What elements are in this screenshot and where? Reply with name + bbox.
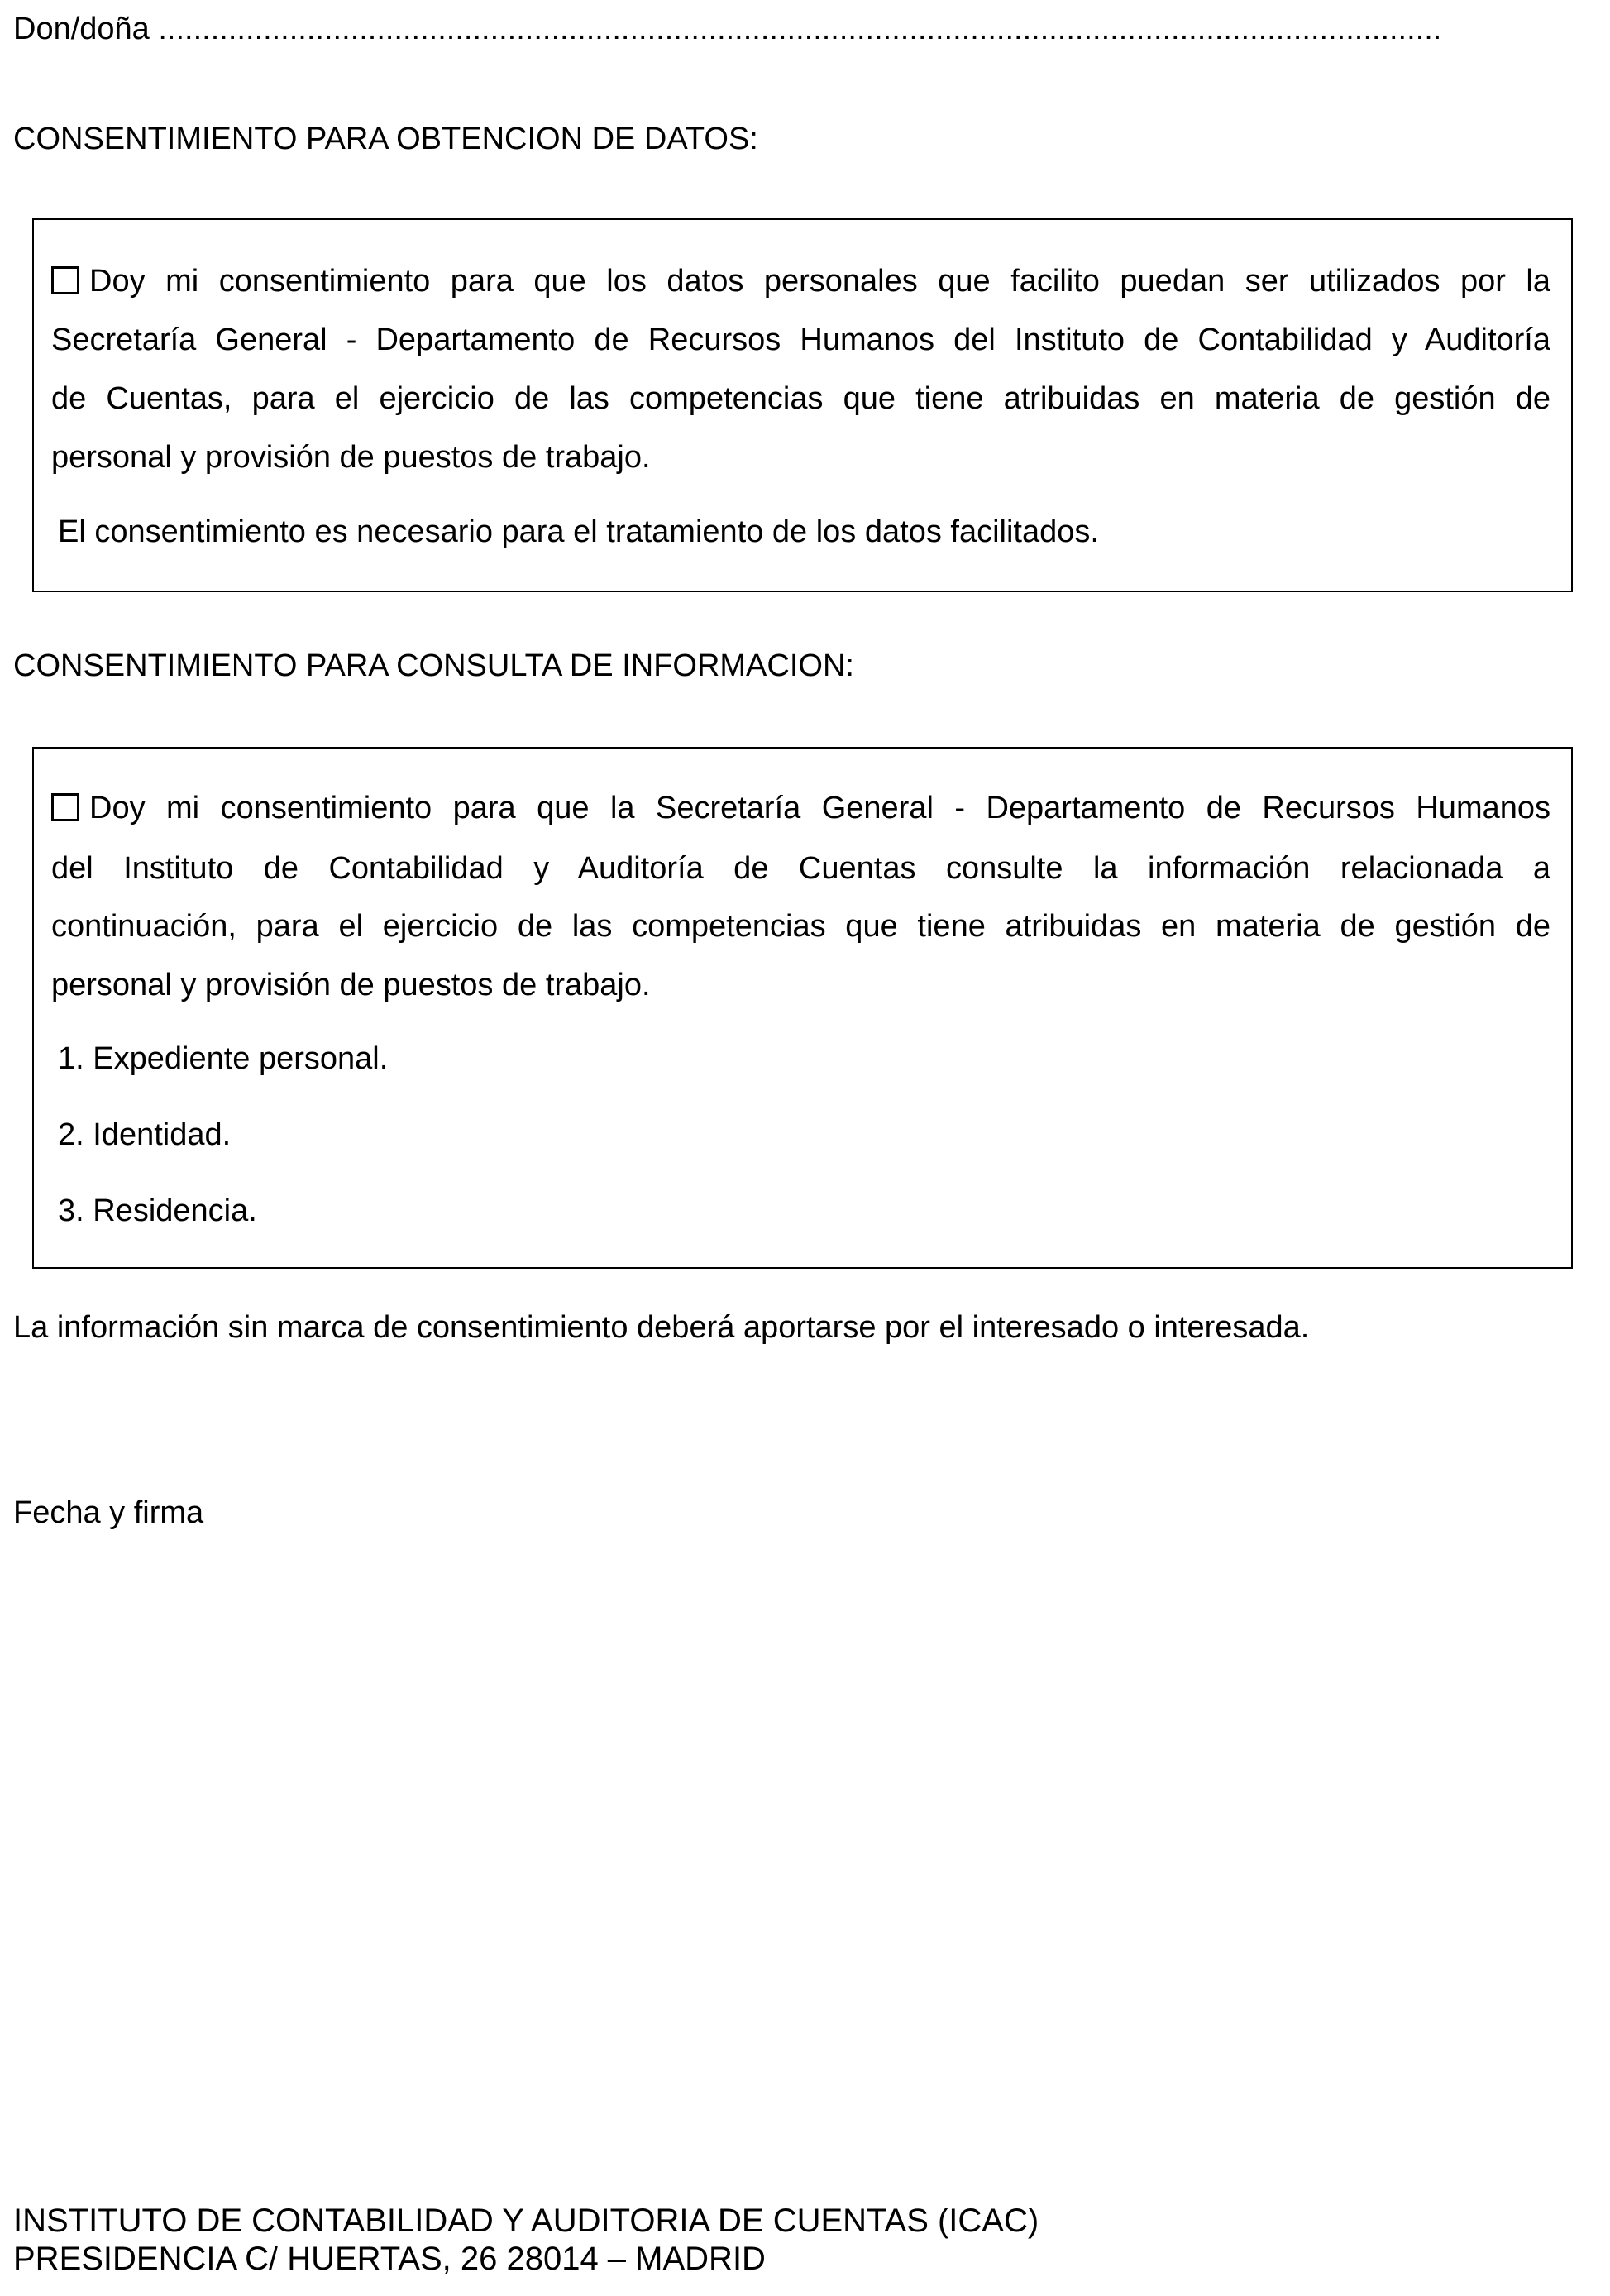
list-item: 2. Identidad. [58, 1117, 232, 1152]
name-line[interactable] [13, 10, 1441, 48]
consent1-line: personal y provisión de puestos de trabajo. [51, 440, 651, 475]
notice-text: La información sin marca de consentimiento deberá aportarse por el interesado o interesada. [13, 1310, 1310, 1345]
consent1-checkbox[interactable] [51, 266, 79, 294]
consent2-line: continuación, para el ejercicio de las competencias que tiene atribuidas en materia de gestión de [51, 909, 1550, 944]
consent2-line: Doy mi consentimiento para que la Secretaría General - Departamento de Recursos Humanos [51, 789, 1550, 827]
name-label: Don/doña [13, 12, 150, 46]
section2-heading: CONSENTIMIENTO PARA CONSULTA DE INFORMACION: [13, 648, 854, 683]
signature-label: Fecha y firma [13, 1495, 204, 1530]
consent2-line: del Instituto de Contabilidad y Auditoría de Cuentas consulte la información relacionada a [51, 851, 1550, 886]
name-dots: ................................................................................................................................................... [158, 12, 1442, 46]
consent1-line: Doy mi consentimiento para que los datos personales que facilito puedan ser utilizados por la [51, 262, 1550, 300]
consent1-note: El consentimiento es necesario para el tratamiento de los datos facilitados. [58, 514, 1099, 549]
consent1-line: de Cuentas, para el ejercicio de las competencias que tiene atribuidas en materia de gestión de [51, 381, 1550, 416]
consent1-line: Secretaría General - Departamento de Recursos Humanos del Instituto de Contabilidad y Auditoría [51, 323, 1550, 357]
list-item: 3. Residencia. [58, 1193, 257, 1228]
list-item: 1. Expediente personal. [58, 1041, 389, 1076]
consent2-checkbox[interactable] [51, 793, 79, 821]
consent2-line: personal y provisión de puestos de trabajo. [51, 968, 651, 1002]
footer-line2: PRESIDENCIA C/ HUERTAS, 26 28014 – MADRID [13, 2241, 766, 2277]
section1-heading: CONSENTIMIENTO PARA OBTENCION DE DATOS: [13, 122, 758, 156]
footer-line1: INSTITUTO DE CONTABILIDAD Y AUDITORIA DE CUENTAS (ICAC) [13, 2203, 1039, 2239]
